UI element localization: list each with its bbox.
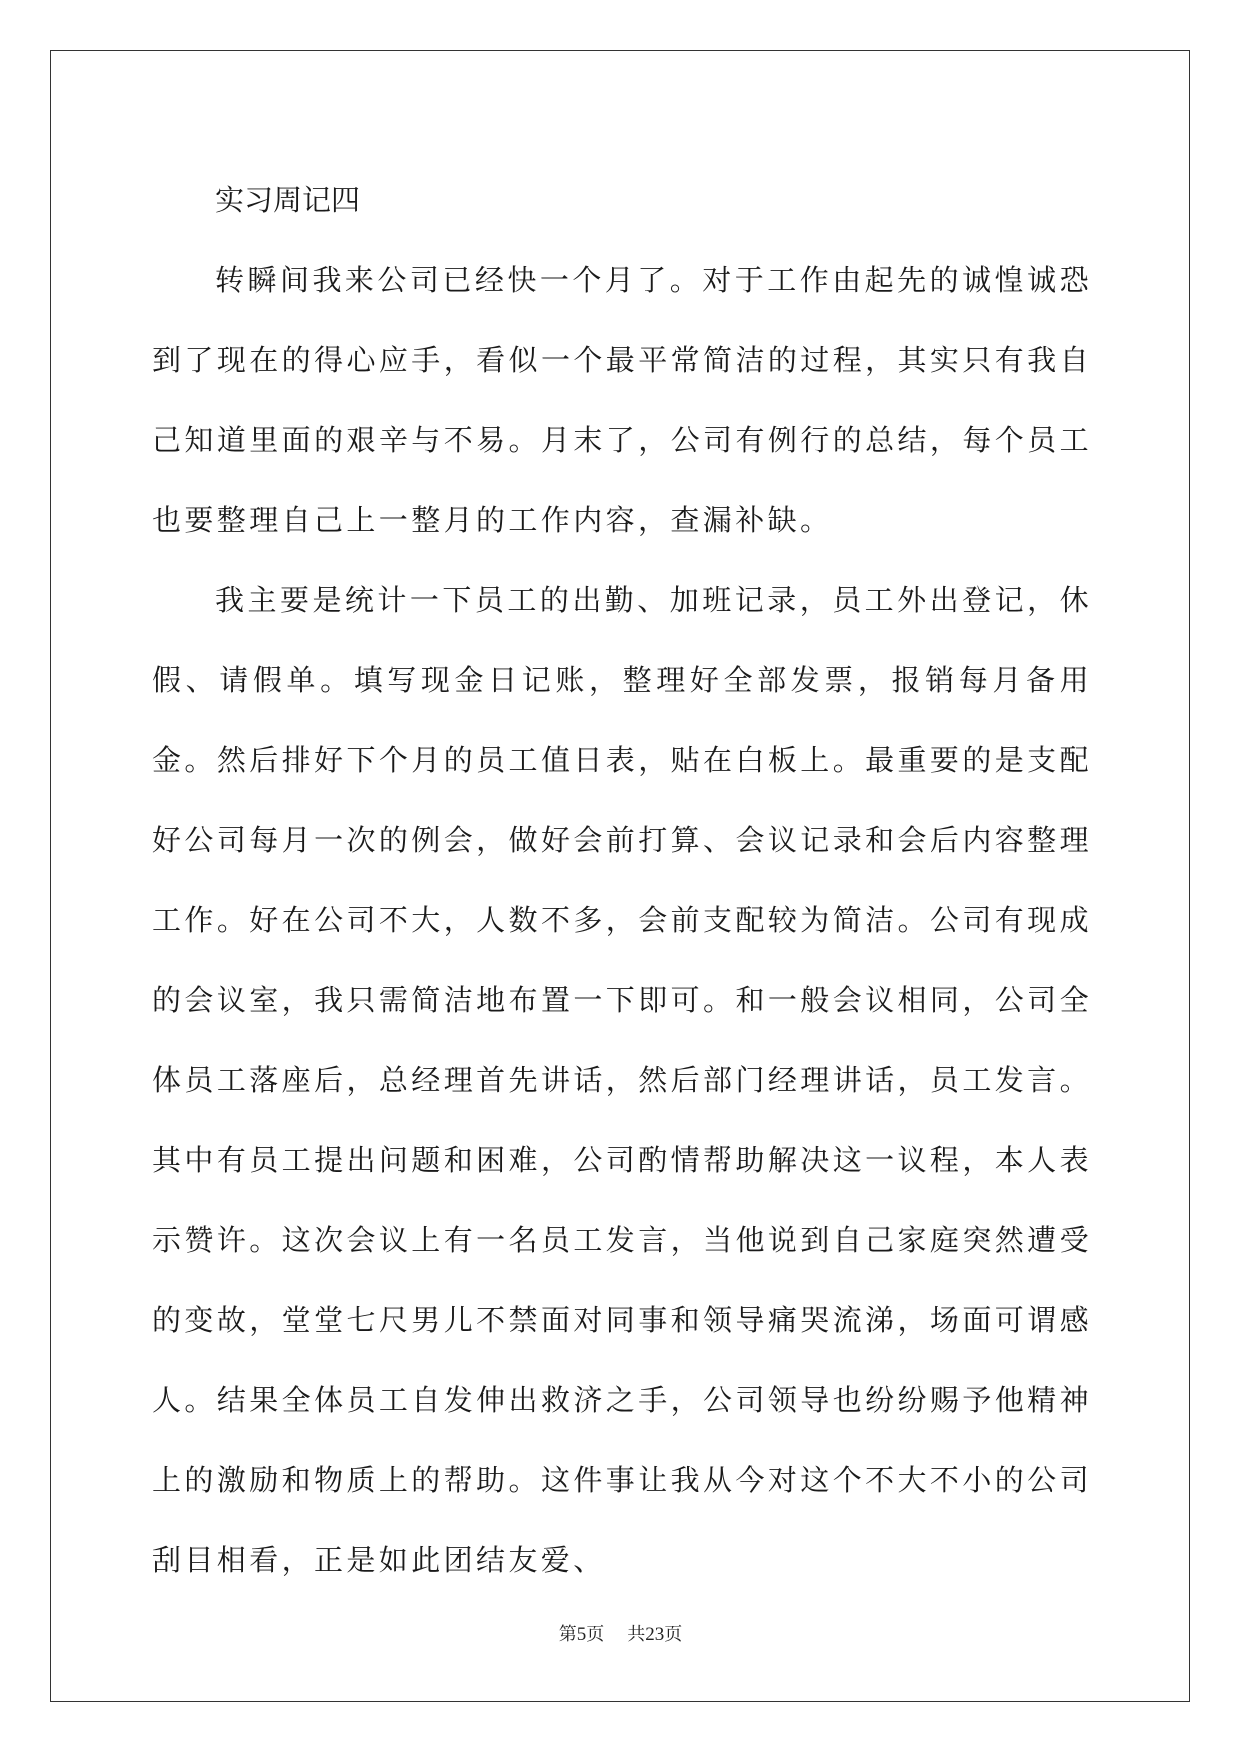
total-suffix: 页 bbox=[664, 1624, 683, 1645]
page-footer bbox=[0, 1623, 1241, 1647]
document-body bbox=[152, 160, 1092, 1600]
current-page-number: 5 bbox=[576, 1624, 587, 1645]
total-prefix: 共 bbox=[627, 1624, 646, 1645]
page-suffix: 页 bbox=[586, 1624, 605, 1645]
paragraph-2: 我主要是统计一下员工的出勤、加班记录，员工外出登记，休假、请假单。填写现金日记账，整理好全部发票，报销每月备用金。然后排好下个月的员工值日表，贴在白板上。最重要的是支配好公司每月一次的例会，做好会前打算、会议记录和会后内容整理工作。好在公司不大，人数不多，会前支配较为简洁。公司有现成的会议室，我只需简洁地布置一下即可。和一般会议相同，公司全体员工落座后，总经理首先讲话，然后部门经理讲话，员工发言。其中有员工提出问题和困难，公司酌情帮助解决这一议程，本人表示赞许。这次会议上有一名员工发言，当他说到自己家庭突然遭受的变故，堂堂七尺男儿不禁面对同事和领导痛哭流涕，场面可谓感人。结果全体员工自发伸出救济之手，公司领导也纷纷赐予他精神上的激励和物质上的帮助。这件事让我从今对这个不大不小的公司刮目相看，正是如此团结友爱、 bbox=[152, 583, 1092, 1577]
total-pages-number: 23 bbox=[645, 1624, 665, 1645]
paragraph-1: 转瞬间我来公司已经快一个月了。对于工作由起先的诚惶诚恐到了现在的得心应手，看似一个最平常简洁的过程，其实只有我自己知道里面的艰辛与不易。月末了，公司有例行的总结，每个员工也要整理自己上一整月的工作内容，查漏补缺。 bbox=[152, 263, 1092, 537]
document-title: 实习周记四 bbox=[215, 183, 361, 217]
page-prefix: 第 bbox=[558, 1624, 577, 1645]
